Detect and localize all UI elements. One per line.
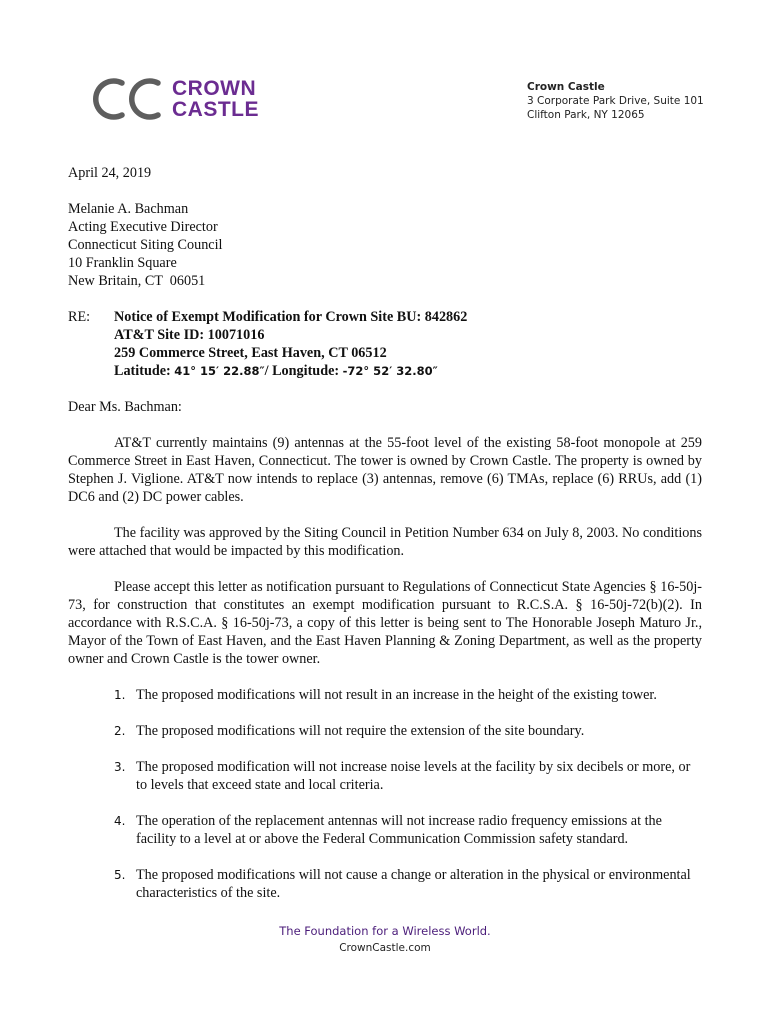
subject-lines bbox=[114, 308, 467, 380]
list-item-number: 5. bbox=[114, 868, 126, 882]
recipient-line: Connecticut Siting Council bbox=[68, 237, 223, 253]
list-item-text: The proposed modifications will not result in an increase in the height of the existing tower. bbox=[136, 687, 657, 703]
list-item bbox=[68, 812, 702, 848]
recipient-line: Melanie A. Bachman bbox=[68, 201, 189, 217]
sender-address-line-2: Clifton Park, NY 12065 bbox=[527, 109, 645, 121]
list-item-text: The operation of the replacement antennas will not increase radio frequency emissions at the facility to a level at or above the Federal Communication Commission safety standard. bbox=[136, 813, 662, 847]
subject-line: Notice of Exempt Modification for Crown Site BU: 842862 bbox=[114, 309, 468, 325]
longitude-value: -72° 52′ 32.80″ bbox=[342, 364, 438, 378]
longitude-label: / Longitude: bbox=[264, 363, 343, 379]
list-item bbox=[68, 866, 702, 902]
list-item bbox=[68, 722, 702, 740]
subject-line: 259 Commerce Street, East Haven, CT 06512 bbox=[114, 345, 387, 361]
footer-tagline: The Foundation for a Wireless World. bbox=[279, 924, 491, 938]
latitude-value: 41° 15′ 22.88″ bbox=[174, 364, 265, 378]
list-item-text: The proposed modifications will not cause a change or alteration in the physical or environmental characteristics of the site. bbox=[136, 867, 691, 901]
body-paragraph: Please accept this letter as notification pursuant to Regulations of Connecticut State Agencies § 16-50j-73, for construction that constitutes an exempt modification pursuant to R.C.S.A. § 16-50j-72(b)(2). In accordance with R.S.C.A. § 16-50j-73, a copy of this letter is being sent to The Honorable Joseph Maturo Jr., Mayor of the Town of East Haven, and the East Haven Planning & Zoning Department, as well as the property owner and Crown Castle is the tower owner. bbox=[68, 579, 702, 667]
subject-line: AT&T Site ID: 10071016 bbox=[114, 327, 265, 343]
logo-line-castle: CASTLE bbox=[172, 98, 259, 121]
list-item bbox=[68, 758, 702, 794]
list-item-text: The proposed modification will not increase noise levels at the facility by six decibels or more, or to levels that exceed state and local criteria. bbox=[136, 759, 691, 793]
list-item-number: 3. bbox=[114, 760, 126, 774]
body-paragraph: AT&T currently maintains (9) antennas at the 55-foot level of the existing 58-foot monopole at 259 Commerce Street in East Haven, Connecticut. The tower is owned by Crown Castle. The property is owned by Stephen J. Viglione. AT&T now intends to replace (3) antennas, remove (6) TMAs, replace (6) RRUs, add (1) DC6 and (2) DC power cables. bbox=[68, 435, 702, 505]
sender-address bbox=[527, 80, 704, 122]
list-item bbox=[68, 686, 702, 704]
subject-label: RE: bbox=[68, 309, 91, 325]
list-item-number: 1. bbox=[114, 688, 126, 702]
subject-coordinates bbox=[114, 362, 467, 380]
sender-name: Crown Castle bbox=[527, 81, 605, 93]
list-item-number: 2. bbox=[114, 724, 126, 738]
footer-website-link[interactable]: CrownCastle.com bbox=[339, 942, 431, 954]
recipient-line: New Britain, CT 06051 bbox=[68, 273, 206, 289]
recipient-line: 10 Franklin Square bbox=[68, 255, 177, 271]
logo-line-crown: CROWN bbox=[172, 77, 257, 100]
salutation: Dear Ms. Bachman: bbox=[68, 399, 182, 415]
modification-list bbox=[68, 686, 702, 902]
letter-body bbox=[68, 164, 702, 920]
logo-wordmark bbox=[172, 78, 259, 120]
recipient-address bbox=[68, 200, 702, 290]
body-paragraph: The facility was approved by the Siting Council in Petition Number 634 on July 8, 2003. No conditions were attached that would be impacted by this modification. bbox=[68, 525, 702, 559]
latitude-label: Latitude: bbox=[114, 363, 175, 379]
subject-block bbox=[68, 308, 702, 380]
sender-address-line-1: 3 Corporate Park Drive, Suite 101 bbox=[527, 95, 704, 107]
list-item-number: 4. bbox=[114, 814, 126, 828]
letter-date: April 24, 2019 bbox=[68, 165, 152, 181]
recipient-line: Acting Executive Director bbox=[68, 219, 218, 235]
list-item-text: The proposed modifications will not require the extension of the site boundary. bbox=[136, 723, 585, 739]
